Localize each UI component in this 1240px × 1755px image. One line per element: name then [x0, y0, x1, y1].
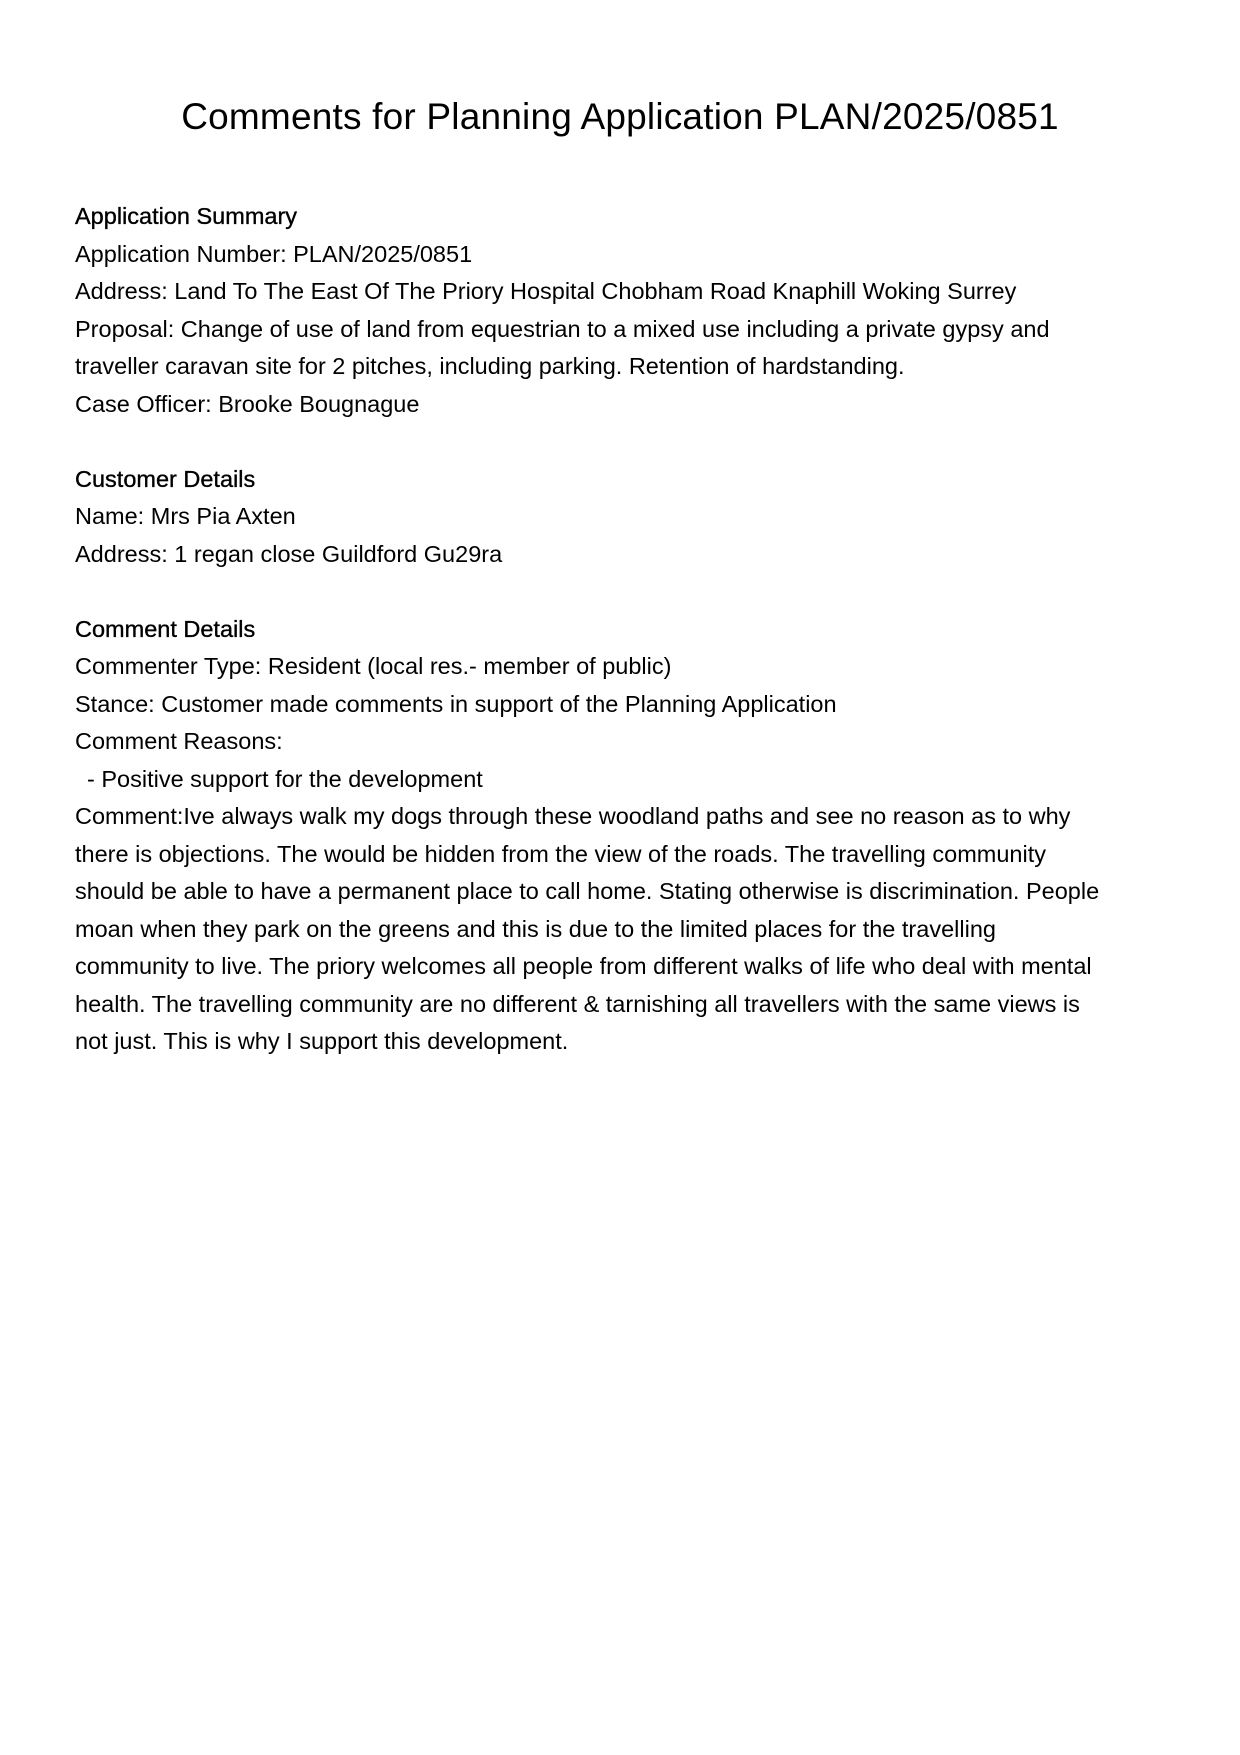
application-summary-heading: Application Summary — [75, 203, 298, 229]
case-officer: Case Officer: Brooke Bougnague — [75, 390, 420, 417]
proposal-line-2: traveller caravan site for 2 pitches, including parking. Retention of hardstanding. — [75, 353, 905, 379]
comment-text-line: moan when they park on the greens and this is due to the limited places for the travelling — [75, 915, 996, 942]
commenter-type: Commenter Type: Resident (local res.- member of public) — [75, 653, 672, 679]
application-number: Application Number: PLAN/2025/0851 — [75, 240, 473, 267]
comment-reasons-label: Comment Reasons: — [75, 728, 283, 754]
section-spacer — [75, 423, 1175, 461]
customer-details-heading: Customer Details — [75, 465, 256, 492]
comment-details-heading: Comment Details — [75, 615, 256, 642]
page-title: Comments for Planning Application PLAN/2025/0851 — [181, 96, 1059, 137]
section-spacer — [75, 573, 1175, 611]
customer-address: Address: 1 regan close Guildford Gu29ra — [75, 540, 503, 567]
customer-name: Name: Mrs Pia Axten — [75, 503, 296, 529]
comment-text-line: there is objections. The would be hidden from the view of the roads. The travelling community — [75, 840, 1046, 867]
proposal-line-1: Proposal: Change of use of land from equestrian to a mixed use including a private gypsy and — [75, 315, 1050, 342]
comment-text-line: Comment:Ive always walk my dogs through these woodland paths and see no reason as to why — [75, 803, 1071, 829]
comment-reason-item: - Positive support for the development — [87, 765, 483, 792]
application-summary-section — [75, 198, 1175, 423]
comment-text-line: community to live. The priory welcomes all people from different walks of life who deal with mental — [75, 953, 1092, 979]
comment-stance: Stance: Customer made comments in support of the Planning Application — [75, 690, 837, 717]
comment-text-line: health. The travelling community are no different & tarnishing all travellers with the same views is — [75, 990, 1080, 1017]
document-body — [75, 198, 1175, 1061]
comment-details-section — [75, 611, 1175, 1061]
customer-details-section — [75, 461, 1175, 574]
application-address: Address: Land To The East Of The Priory Hospital Chobham Road Knaphill Woking Surrey — [75, 278, 1017, 304]
comment-text-line: not just. This is why I support this development. — [75, 1028, 569, 1054]
comment-text-line: should be able to have a permanent place to call home. Stating otherwise is discrimination. People — [75, 878, 1100, 904]
